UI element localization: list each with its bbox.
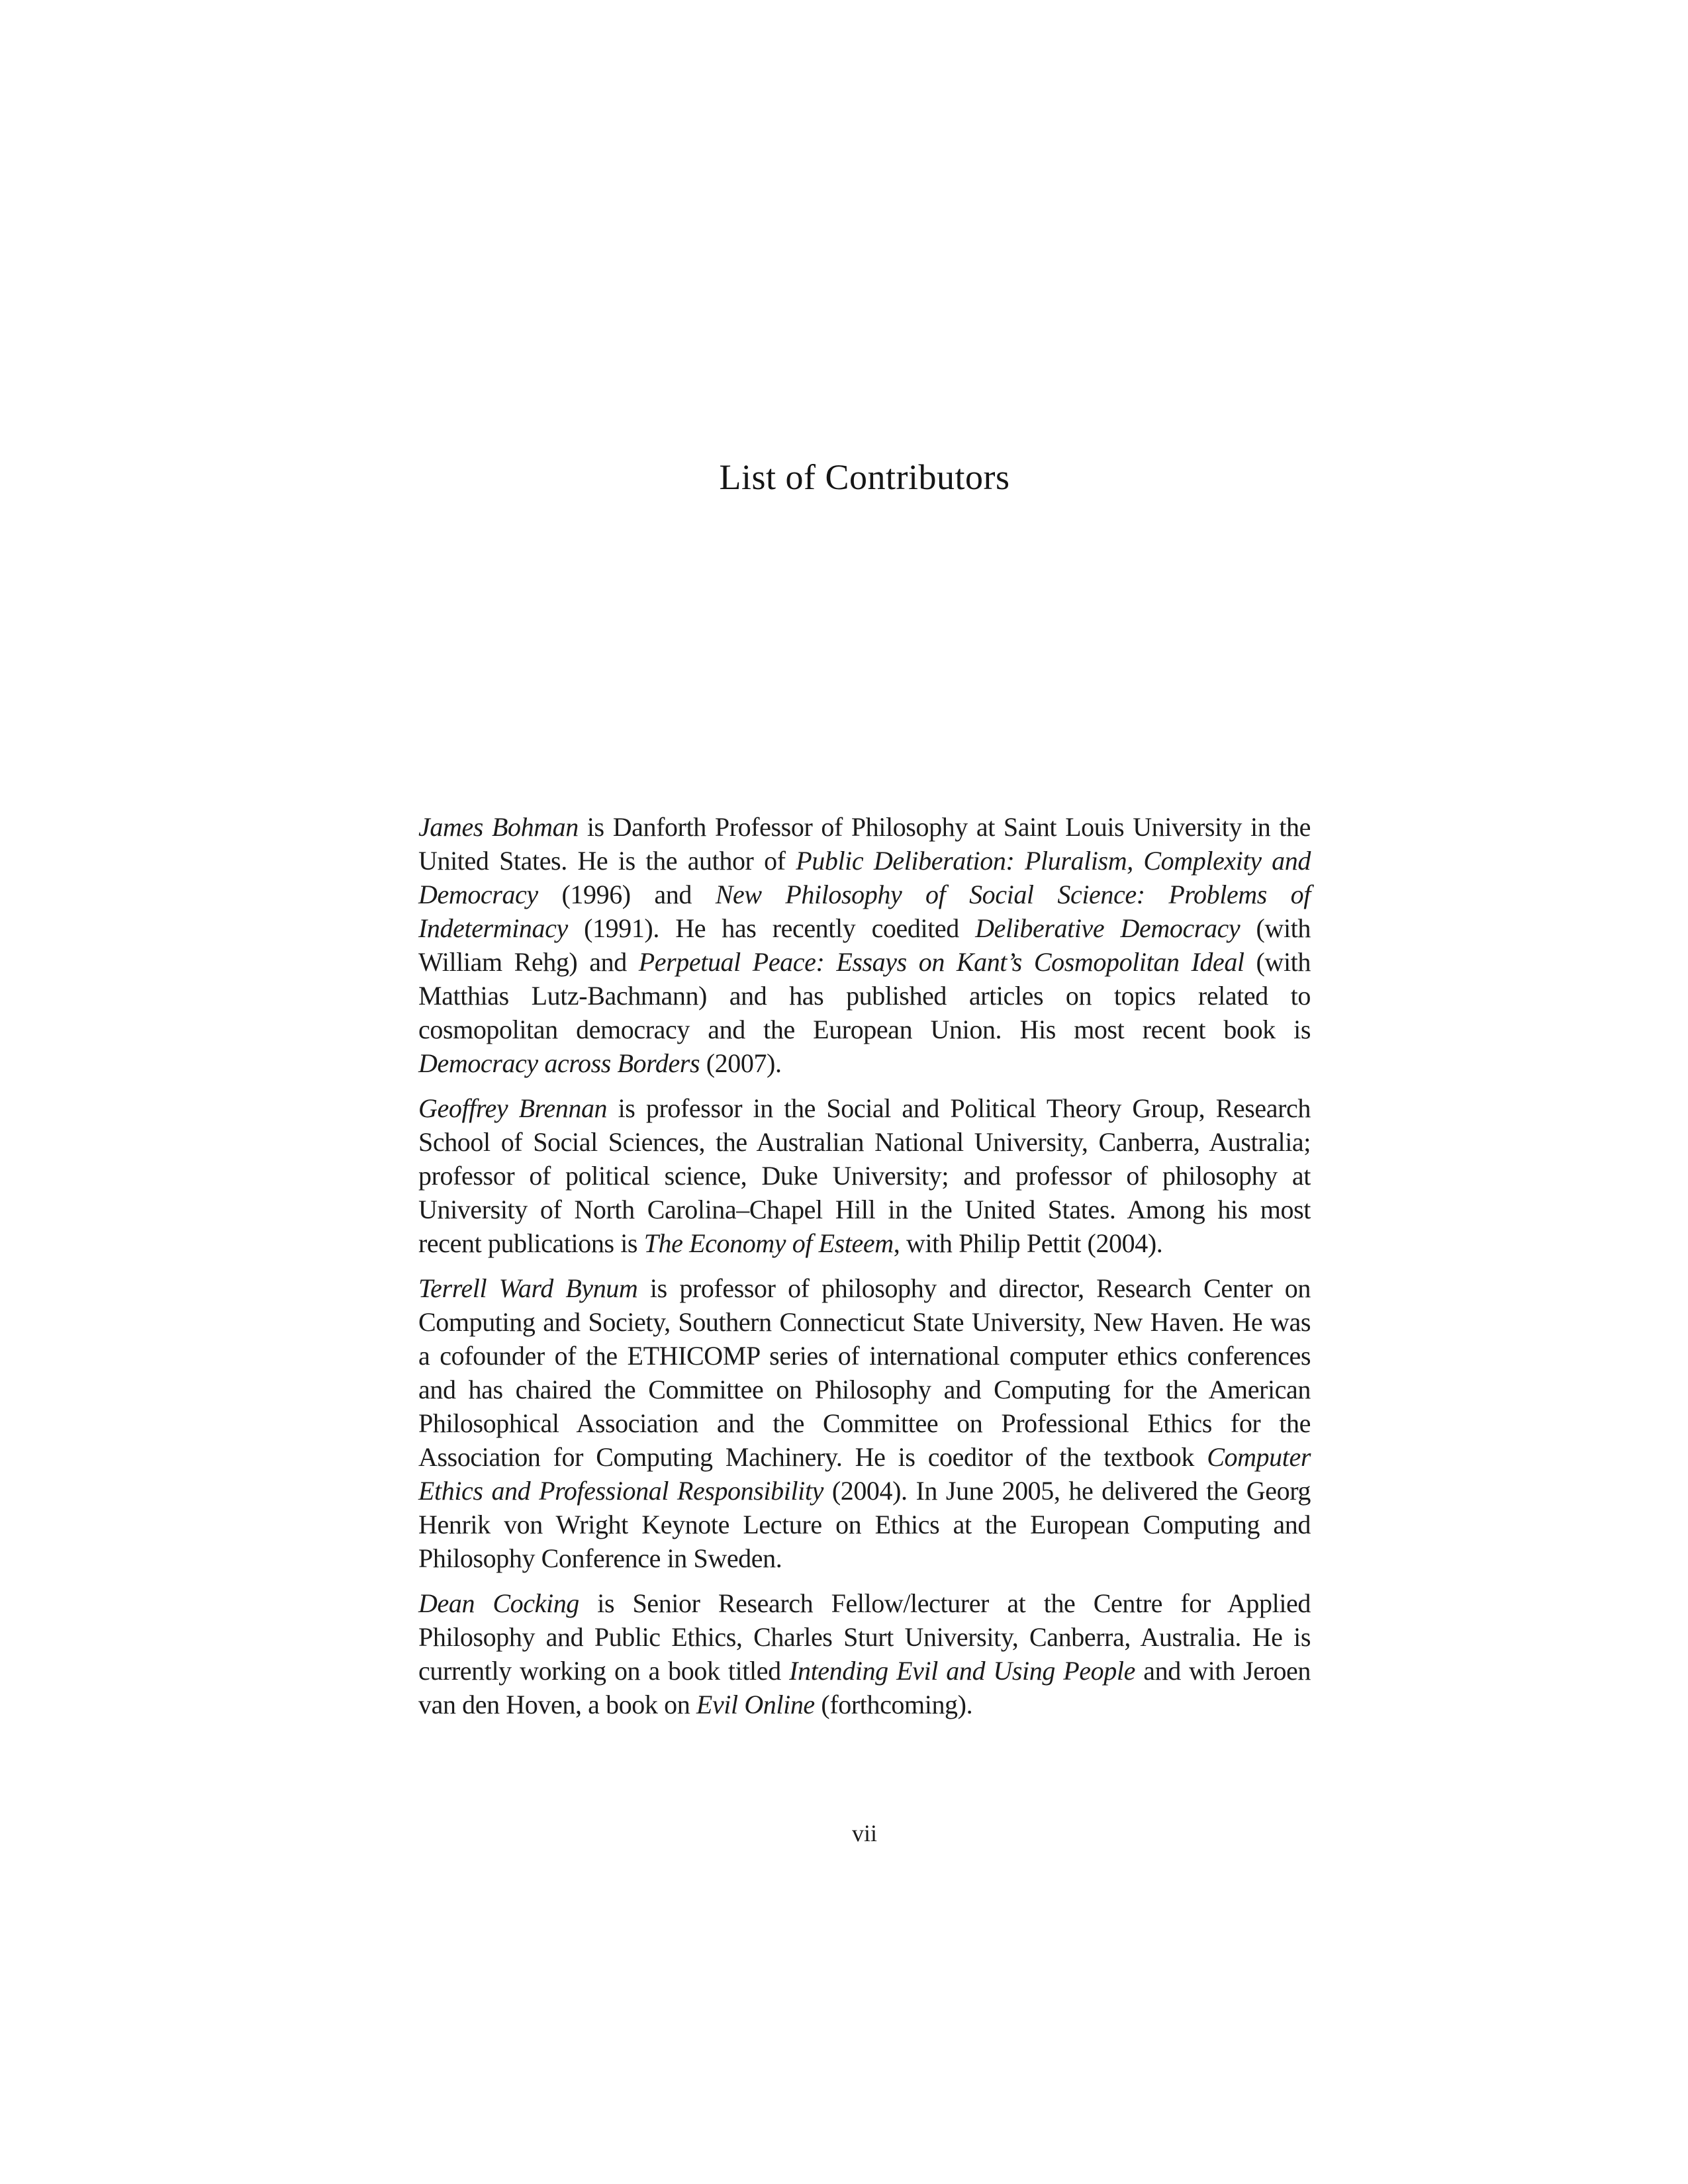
text-run: is Senior Research Fellow/lecturer at the Centre for Applied Philosophy and Public Ethics, Charles Sturt University, Canberra, Australia. He is currently working on a book titled <box>418 1588 1311 1686</box>
contributor-paragraph <box>418 1091 1311 1260</box>
italic-text-run: Intending Evil and Using People <box>789 1656 1135 1686</box>
contributor-paragraph <box>418 810 1311 1080</box>
text-run: , with Philip Pettit (2004). <box>893 1228 1163 1258</box>
page-title: List of Contributors <box>719 457 1010 497</box>
text-run: is professor in the Social and Political Theory Group, Research School of Social Sciences, the Australian National University, Canberra, Australia; professor of political science, Duke University; and professor of philosophy at University of North Carolina–Chapel Hill in the United States. Among his most recent publications is <box>418 1093 1311 1258</box>
italic-text-run: Evil Online <box>696 1690 815 1719</box>
text-run: (2007). <box>700 1048 782 1078</box>
text-run: is Danforth Professor of Philosophy at Saint Louis University in the United States. He is the author of <box>418 812 1311 876</box>
italic-text-run: Perpetual Peace: Essays on Kant’s Cosmopolitan Ideal <box>638 947 1244 977</box>
italic-text-run: Public Deliberation: Pluralism, Complexity and Democracy <box>418 846 1311 909</box>
italic-text-run: The Economy of Esteem <box>643 1228 894 1258</box>
italic-text-run: Geoffrey Brennan <box>418 1093 608 1123</box>
text-run: and with Jeroen van den Hoven, a book on <box>418 1656 1311 1719</box>
text-run: (with William Rehg) and <box>418 913 1311 977</box>
italic-text-run: Democracy across Borders <box>418 1048 700 1078</box>
contributor-paragraph <box>418 1586 1311 1721</box>
italic-text-run: Deliberative Democracy <box>975 913 1241 943</box>
text-run: (with Matthias Lutz-Bachmann) and has published articles on topics related to cosmopolitan democracy and the European Union. His most recent book is <box>418 947 1311 1044</box>
text-run: (forthcoming). <box>814 1690 973 1719</box>
page-number: vii <box>851 1820 877 1846</box>
italic-text-run: Dean Cocking <box>418 1588 579 1618</box>
italic-text-run: James Bohman <box>418 812 579 842</box>
text-run: (1996) and <box>538 880 716 909</box>
italic-text-run: New Philosophy of Social Science: Problems of Indeterminacy <box>418 880 1311 943</box>
text-run: is professor of philosophy and director, Research Center on Computing and Society, Southern Connecticut State University, New Haven. He was a cofounder of the ETHICOMP series of international computer ethics conferences and has chaired the Committee on Philosophy and Computing for the American Philosophical Association and the Committee on Professional Ethics for the Association for Computing Machinery. He is coeditor of the textbook <box>418 1273 1311 1472</box>
contributors-list <box>418 810 1311 1721</box>
italic-text-run: Computer Ethics and Professional Responsibility <box>418 1442 1311 1506</box>
italic-text-run: Terrell Ward Bynum <box>418 1273 638 1303</box>
contributor-paragraph <box>418 1271 1311 1575</box>
text-run: (2004). In June 2005, he delivered the Georg Henrik von Wright Keynote Lecture on Ethics at the European Computing and Philosophy Conference in Sweden. <box>418 1476 1311 1573</box>
text-run: (1991). He has recently coedited <box>567 913 976 943</box>
